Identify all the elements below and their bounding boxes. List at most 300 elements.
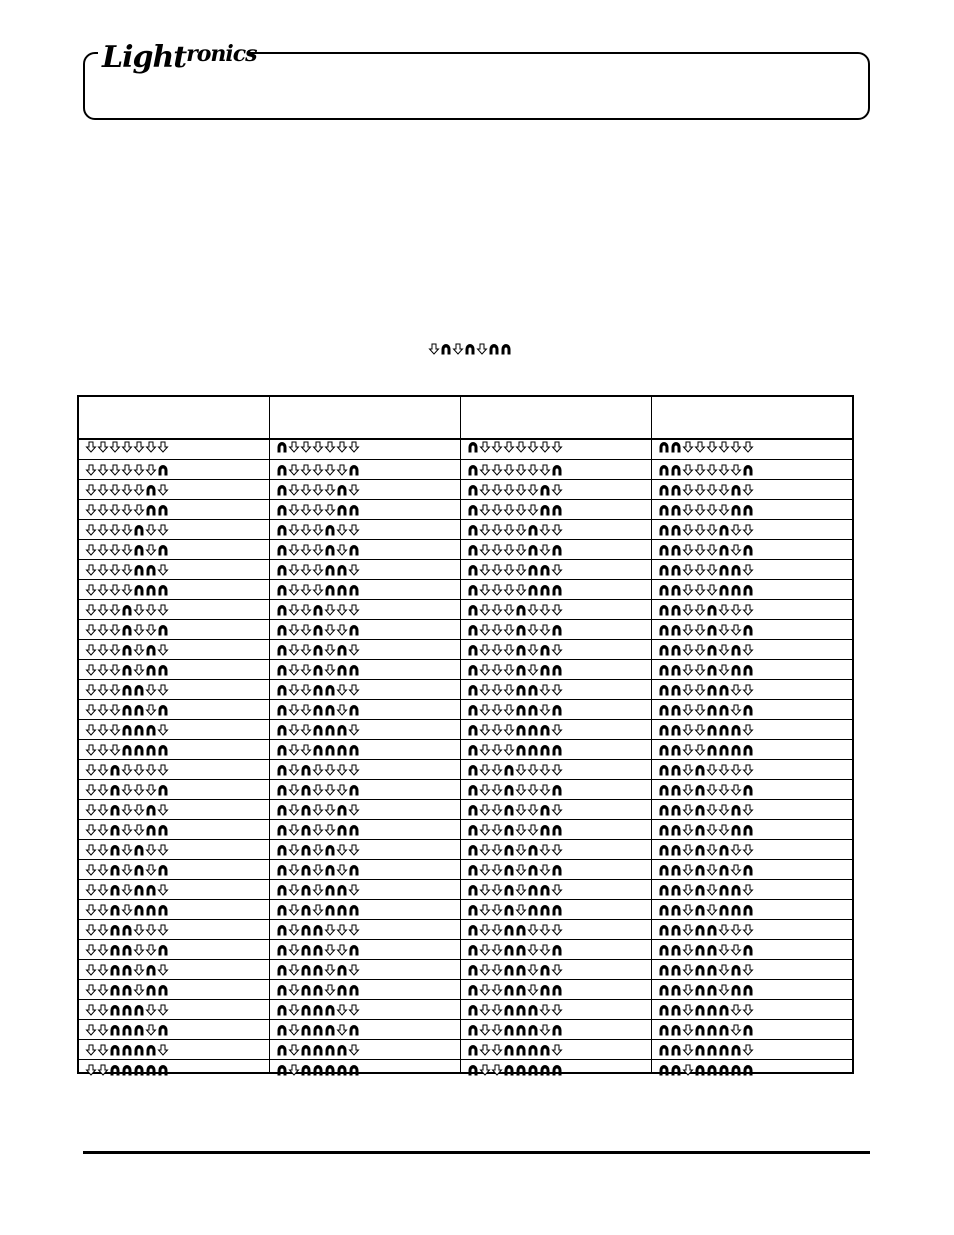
switch-down-icon (515, 524, 527, 536)
switch-up-icon (336, 644, 348, 656)
switch-up-icon (503, 1024, 515, 1036)
switch-up-icon (742, 824, 754, 836)
switch-down-icon (133, 464, 145, 476)
switch-down-icon (300, 544, 312, 556)
switch-up-icon (121, 1044, 133, 1056)
switch-down-icon (85, 984, 97, 996)
switch-up-icon (742, 504, 754, 516)
table-row (79, 620, 852, 640)
table-row (79, 1040, 852, 1060)
switch-up-icon (718, 1044, 730, 1056)
column-3-cell (467, 904, 563, 916)
switch-down-icon (336, 1004, 348, 1016)
switch-up-icon (670, 984, 682, 996)
column-1-cell (85, 964, 169, 976)
switch-down-icon (527, 664, 539, 676)
table-row (79, 1020, 852, 1040)
switch-up-icon (121, 944, 133, 956)
switch-up-icon (276, 1044, 288, 1056)
switch-up-icon (145, 904, 157, 916)
switch-up-icon (467, 1044, 479, 1056)
switch-down-icon (324, 764, 336, 776)
switch-up-icon (300, 964, 312, 976)
switch-down-icon (682, 1024, 694, 1036)
switch-up-icon (658, 724, 670, 736)
column-4-cell (658, 784, 754, 796)
switch-up-icon (551, 624, 563, 636)
switch-down-icon (288, 844, 300, 856)
switch-up-icon (730, 724, 742, 736)
switch-down-icon (133, 824, 145, 836)
switch-down-icon (742, 1004, 754, 1016)
switch-up-icon (658, 884, 670, 896)
switch-up-icon (730, 484, 742, 496)
switch-down-icon (133, 624, 145, 636)
column-2-cell (276, 441, 360, 453)
switch-up-icon (467, 624, 479, 636)
column-2-cell (276, 764, 360, 776)
switch-up-icon (324, 1024, 336, 1036)
switch-up-icon (503, 964, 515, 976)
switch-down-icon (718, 484, 730, 496)
switch-down-icon (97, 944, 109, 956)
switch-down-icon (551, 564, 563, 576)
switch-down-icon (479, 804, 491, 816)
switch-down-icon (97, 864, 109, 876)
switch-up-icon (324, 724, 336, 736)
switch-down-icon (133, 504, 145, 516)
switch-down-icon (133, 984, 145, 996)
switch-down-icon (742, 564, 754, 576)
switch-down-icon (503, 584, 515, 596)
switch-up-icon (730, 744, 742, 756)
switch-up-icon (658, 464, 670, 476)
switch-down-icon (133, 764, 145, 776)
switch-down-icon (551, 604, 563, 616)
switch-down-icon (85, 564, 97, 576)
switch-down-icon (491, 664, 503, 676)
switch-up-icon (515, 624, 527, 636)
switch-up-icon (658, 1004, 670, 1016)
switch-up-icon (157, 584, 169, 596)
switch-down-icon (682, 744, 694, 756)
switch-up-icon (300, 844, 312, 856)
column-2-header (270, 397, 460, 438)
switch-up-icon (324, 864, 336, 876)
switch-down-icon (539, 624, 551, 636)
switch-up-icon (348, 464, 360, 476)
switch-up-icon (312, 964, 324, 976)
switch-down-icon (479, 1044, 491, 1056)
switch-down-icon (145, 624, 157, 636)
switch-up-icon (515, 1004, 527, 1016)
switch-down-icon (288, 504, 300, 516)
column-2-cell (276, 484, 360, 496)
column-1-cell (85, 524, 169, 536)
switch-up-icon (718, 1004, 730, 1016)
switch-down-icon (288, 604, 300, 616)
switch-up-icon (312, 684, 324, 696)
switch-down-icon (527, 604, 539, 616)
column-3-cell (467, 464, 563, 476)
switch-down-icon (85, 744, 97, 756)
switch-down-icon (742, 964, 754, 976)
switch-up-icon (157, 744, 169, 756)
switch-up-icon (276, 564, 288, 576)
switch-down-icon (682, 441, 694, 453)
switch-down-icon (157, 644, 169, 656)
switch-up-icon (670, 644, 682, 656)
column-4-cell (658, 544, 754, 556)
switch-down-icon (479, 984, 491, 996)
switch-up-icon (467, 1004, 479, 1016)
switch-down-icon (718, 964, 730, 976)
switch-down-icon (706, 884, 718, 896)
switch-up-icon (467, 984, 479, 996)
switch-down-icon (718, 944, 730, 956)
switch-down-icon (551, 684, 563, 696)
switch-down-icon (682, 684, 694, 696)
table-row (79, 800, 852, 820)
switch-down-icon (109, 584, 121, 596)
switch-down-icon (312, 584, 324, 596)
switch-down-icon (491, 704, 503, 716)
switch-up-icon (109, 844, 121, 856)
switch-down-icon (706, 764, 718, 776)
switch-down-icon (527, 964, 539, 976)
switch-up-icon (336, 584, 348, 596)
switch-down-icon (324, 464, 336, 476)
column-4-cell (658, 484, 754, 496)
switch-up-icon (551, 864, 563, 876)
switch-down-icon (479, 584, 491, 596)
switch-down-icon (85, 464, 97, 476)
column-4-cell (658, 684, 754, 696)
switch-down-icon (324, 504, 336, 516)
table-row (79, 840, 852, 860)
switch-up-icon (706, 924, 718, 936)
switch-down-icon (145, 1004, 157, 1016)
switch-up-icon (312, 1004, 324, 1016)
switch-up-icon (312, 704, 324, 716)
switch-down-icon (109, 644, 121, 656)
switch-down-icon (97, 824, 109, 836)
switch-down-icon (157, 1004, 169, 1016)
column-4-cell (658, 1004, 754, 1016)
switch-down-icon (742, 924, 754, 936)
table-row (79, 600, 852, 620)
switch-down-icon (109, 544, 121, 556)
switch-up-icon (670, 724, 682, 736)
column-3-cell (467, 764, 563, 776)
switch-down-icon (491, 804, 503, 816)
switch-down-icon (348, 884, 360, 896)
switch-up-icon (670, 964, 682, 976)
switch-down-icon (479, 684, 491, 696)
switch-down-icon (97, 524, 109, 536)
switch-down-icon (515, 904, 527, 916)
switch-down-icon (145, 544, 157, 556)
switch-down-icon (682, 904, 694, 916)
switch-down-icon (288, 1044, 300, 1056)
switch-down-icon (85, 484, 97, 496)
switch-up-icon (312, 944, 324, 956)
switch-up-icon (324, 884, 336, 896)
column-3-cell (467, 441, 563, 453)
switch-up-icon (276, 464, 288, 476)
switch-up-icon (312, 924, 324, 936)
switch-up-icon (670, 684, 682, 696)
switch-down-icon (97, 544, 109, 556)
switch-down-icon (85, 664, 97, 676)
switch-down-icon (706, 504, 718, 516)
switch-down-icon (336, 1024, 348, 1036)
switch-down-icon (133, 804, 145, 816)
switch-down-icon (300, 684, 312, 696)
switch-down-icon (300, 464, 312, 476)
column-1-cell (85, 1004, 169, 1016)
column-3-cell (467, 944, 563, 956)
column-4-cell (658, 904, 754, 916)
switch-up-icon (467, 441, 479, 453)
switch-down-icon (157, 724, 169, 736)
switch-up-icon (694, 924, 706, 936)
switch-down-icon (730, 944, 742, 956)
switch-down-icon (348, 441, 360, 453)
switch-down-icon (730, 441, 742, 453)
switch-up-icon (276, 1024, 288, 1036)
switch-up-icon (670, 564, 682, 576)
switch-up-icon (718, 724, 730, 736)
switch-down-icon (121, 784, 133, 796)
switch-down-icon (312, 484, 324, 496)
switch-up-icon (742, 744, 754, 756)
switch-down-icon (503, 524, 515, 536)
switch-down-icon (539, 604, 551, 616)
switch-down-icon (324, 924, 336, 936)
switch-up-icon (670, 764, 682, 776)
switch-down-icon (288, 564, 300, 576)
switch-down-icon (730, 624, 742, 636)
switch-down-icon (706, 464, 718, 476)
switch-up-icon (467, 564, 479, 576)
switch-down-icon (97, 584, 109, 596)
column-3-cell (467, 804, 563, 816)
switch-down-icon (288, 484, 300, 496)
switch-up-icon (324, 744, 336, 756)
switch-up-icon (276, 441, 288, 453)
switch-up-icon (718, 704, 730, 716)
switch-down-icon (452, 343, 464, 355)
column-4-cell (658, 604, 754, 616)
switch-down-icon (288, 544, 300, 556)
switch-down-icon (682, 704, 694, 716)
switch-up-icon (312, 984, 324, 996)
switch-up-icon (742, 464, 754, 476)
table-row (79, 940, 852, 960)
switch-up-icon (658, 764, 670, 776)
switch-down-icon (288, 524, 300, 536)
switch-up-icon (109, 884, 121, 896)
switch-up-icon (670, 544, 682, 556)
switch-down-icon (145, 464, 157, 476)
column-2-cell (276, 464, 360, 476)
switch-down-icon (288, 864, 300, 876)
column-3-cell (467, 544, 563, 556)
switch-up-icon (157, 1064, 169, 1076)
switch-down-icon (694, 504, 706, 516)
switch-up-icon (694, 1004, 706, 1016)
switch-down-icon (491, 624, 503, 636)
switch-down-icon (312, 824, 324, 836)
switch-down-icon (133, 964, 145, 976)
switch-up-icon (324, 1044, 336, 1056)
switch-up-icon (730, 884, 742, 896)
switch-down-icon (479, 664, 491, 676)
switch-down-icon (288, 824, 300, 836)
switch-up-icon (527, 864, 539, 876)
switch-down-icon (682, 864, 694, 876)
switch-up-icon (551, 784, 563, 796)
switch-up-icon (145, 504, 157, 516)
switch-down-icon (539, 924, 551, 936)
switch-down-icon (85, 784, 97, 796)
switch-up-icon (336, 1064, 348, 1076)
switch-down-icon (476, 343, 488, 355)
switch-down-icon (706, 784, 718, 796)
switch-down-icon (479, 704, 491, 716)
switch-up-icon (515, 984, 527, 996)
switch-down-icon (97, 604, 109, 616)
switch-down-icon (479, 944, 491, 956)
switch-down-icon (479, 524, 491, 536)
switch-down-icon (97, 1064, 109, 1076)
switch-down-icon (121, 844, 133, 856)
switch-up-icon (348, 904, 360, 916)
column-3-cell (467, 1004, 563, 1016)
switch-up-icon (336, 504, 348, 516)
switch-down-icon (479, 764, 491, 776)
switch-down-icon (97, 664, 109, 676)
switch-down-icon (348, 804, 360, 816)
table-row (79, 500, 852, 520)
switch-down-icon (682, 844, 694, 856)
switch-up-icon (467, 784, 479, 796)
switch-down-icon (348, 604, 360, 616)
switch-down-icon (312, 804, 324, 816)
switch-up-icon (348, 664, 360, 676)
switch-up-icon (348, 824, 360, 836)
switch-up-icon (157, 904, 169, 916)
switch-down-icon (97, 441, 109, 453)
switch-down-icon (730, 604, 742, 616)
switch-up-icon (300, 864, 312, 876)
switch-down-icon (682, 504, 694, 516)
switch-up-icon (742, 784, 754, 796)
switch-down-icon (157, 564, 169, 576)
switch-down-icon (694, 544, 706, 556)
switch-down-icon (85, 1044, 97, 1056)
switch-down-icon (348, 644, 360, 656)
switch-up-icon (515, 1064, 527, 1076)
switch-down-icon (491, 484, 503, 496)
switch-up-icon (503, 884, 515, 896)
switch-up-icon (658, 964, 670, 976)
switch-down-icon (682, 584, 694, 596)
switch-up-icon (527, 524, 539, 536)
column-2-cell (276, 544, 360, 556)
switch-down-icon (312, 524, 324, 536)
switch-down-icon (479, 844, 491, 856)
switch-down-icon (682, 964, 694, 976)
table-row (79, 680, 852, 700)
switch-down-icon (121, 884, 133, 896)
table-row (79, 480, 852, 500)
switch-down-icon (288, 664, 300, 676)
switch-down-icon (312, 544, 324, 556)
switch-up-icon (324, 684, 336, 696)
switch-up-icon (312, 664, 324, 676)
switch-up-icon (730, 904, 742, 916)
column-4-cell (658, 1024, 754, 1036)
switch-up-icon (551, 744, 563, 756)
switch-up-icon (467, 944, 479, 956)
switch-up-icon (658, 924, 670, 936)
switch-up-icon (121, 604, 133, 616)
switch-down-icon (157, 1044, 169, 1056)
switch-up-icon (527, 1024, 539, 1036)
switch-down-icon (515, 764, 527, 776)
switch-down-icon (348, 764, 360, 776)
switch-up-icon (300, 804, 312, 816)
switch-down-icon (503, 704, 515, 716)
switch-down-icon (348, 524, 360, 536)
column-4-cell (658, 764, 754, 776)
switch-down-icon (730, 924, 742, 936)
column-1-cell (85, 724, 169, 736)
switch-down-icon (109, 684, 121, 696)
switch-up-icon (658, 504, 670, 516)
switch-up-icon (670, 1044, 682, 1056)
switch-up-icon (503, 784, 515, 796)
switch-down-icon (491, 744, 503, 756)
switch-down-icon (121, 544, 133, 556)
switch-up-icon (670, 784, 682, 796)
switch-down-icon (742, 484, 754, 496)
switch-up-icon (718, 584, 730, 596)
switch-up-icon (157, 464, 169, 476)
switch-up-icon (551, 544, 563, 556)
switch-down-icon (718, 504, 730, 516)
switch-down-icon (97, 1044, 109, 1056)
switch-up-icon (157, 704, 169, 716)
switch-down-icon (336, 944, 348, 956)
switch-down-icon (491, 644, 503, 656)
column-4-cell (658, 644, 754, 656)
column-1-cell (85, 504, 169, 516)
switch-down-icon (312, 504, 324, 516)
switch-up-icon (467, 764, 479, 776)
switch-up-icon (467, 464, 479, 476)
switch-up-icon (730, 644, 742, 656)
switch-down-icon (336, 704, 348, 716)
switch-up-icon (503, 924, 515, 936)
switch-up-icon (742, 944, 754, 956)
switch-up-icon (527, 844, 539, 856)
column-2-cell (276, 584, 360, 596)
switch-down-icon (300, 744, 312, 756)
switch-down-icon (527, 804, 539, 816)
